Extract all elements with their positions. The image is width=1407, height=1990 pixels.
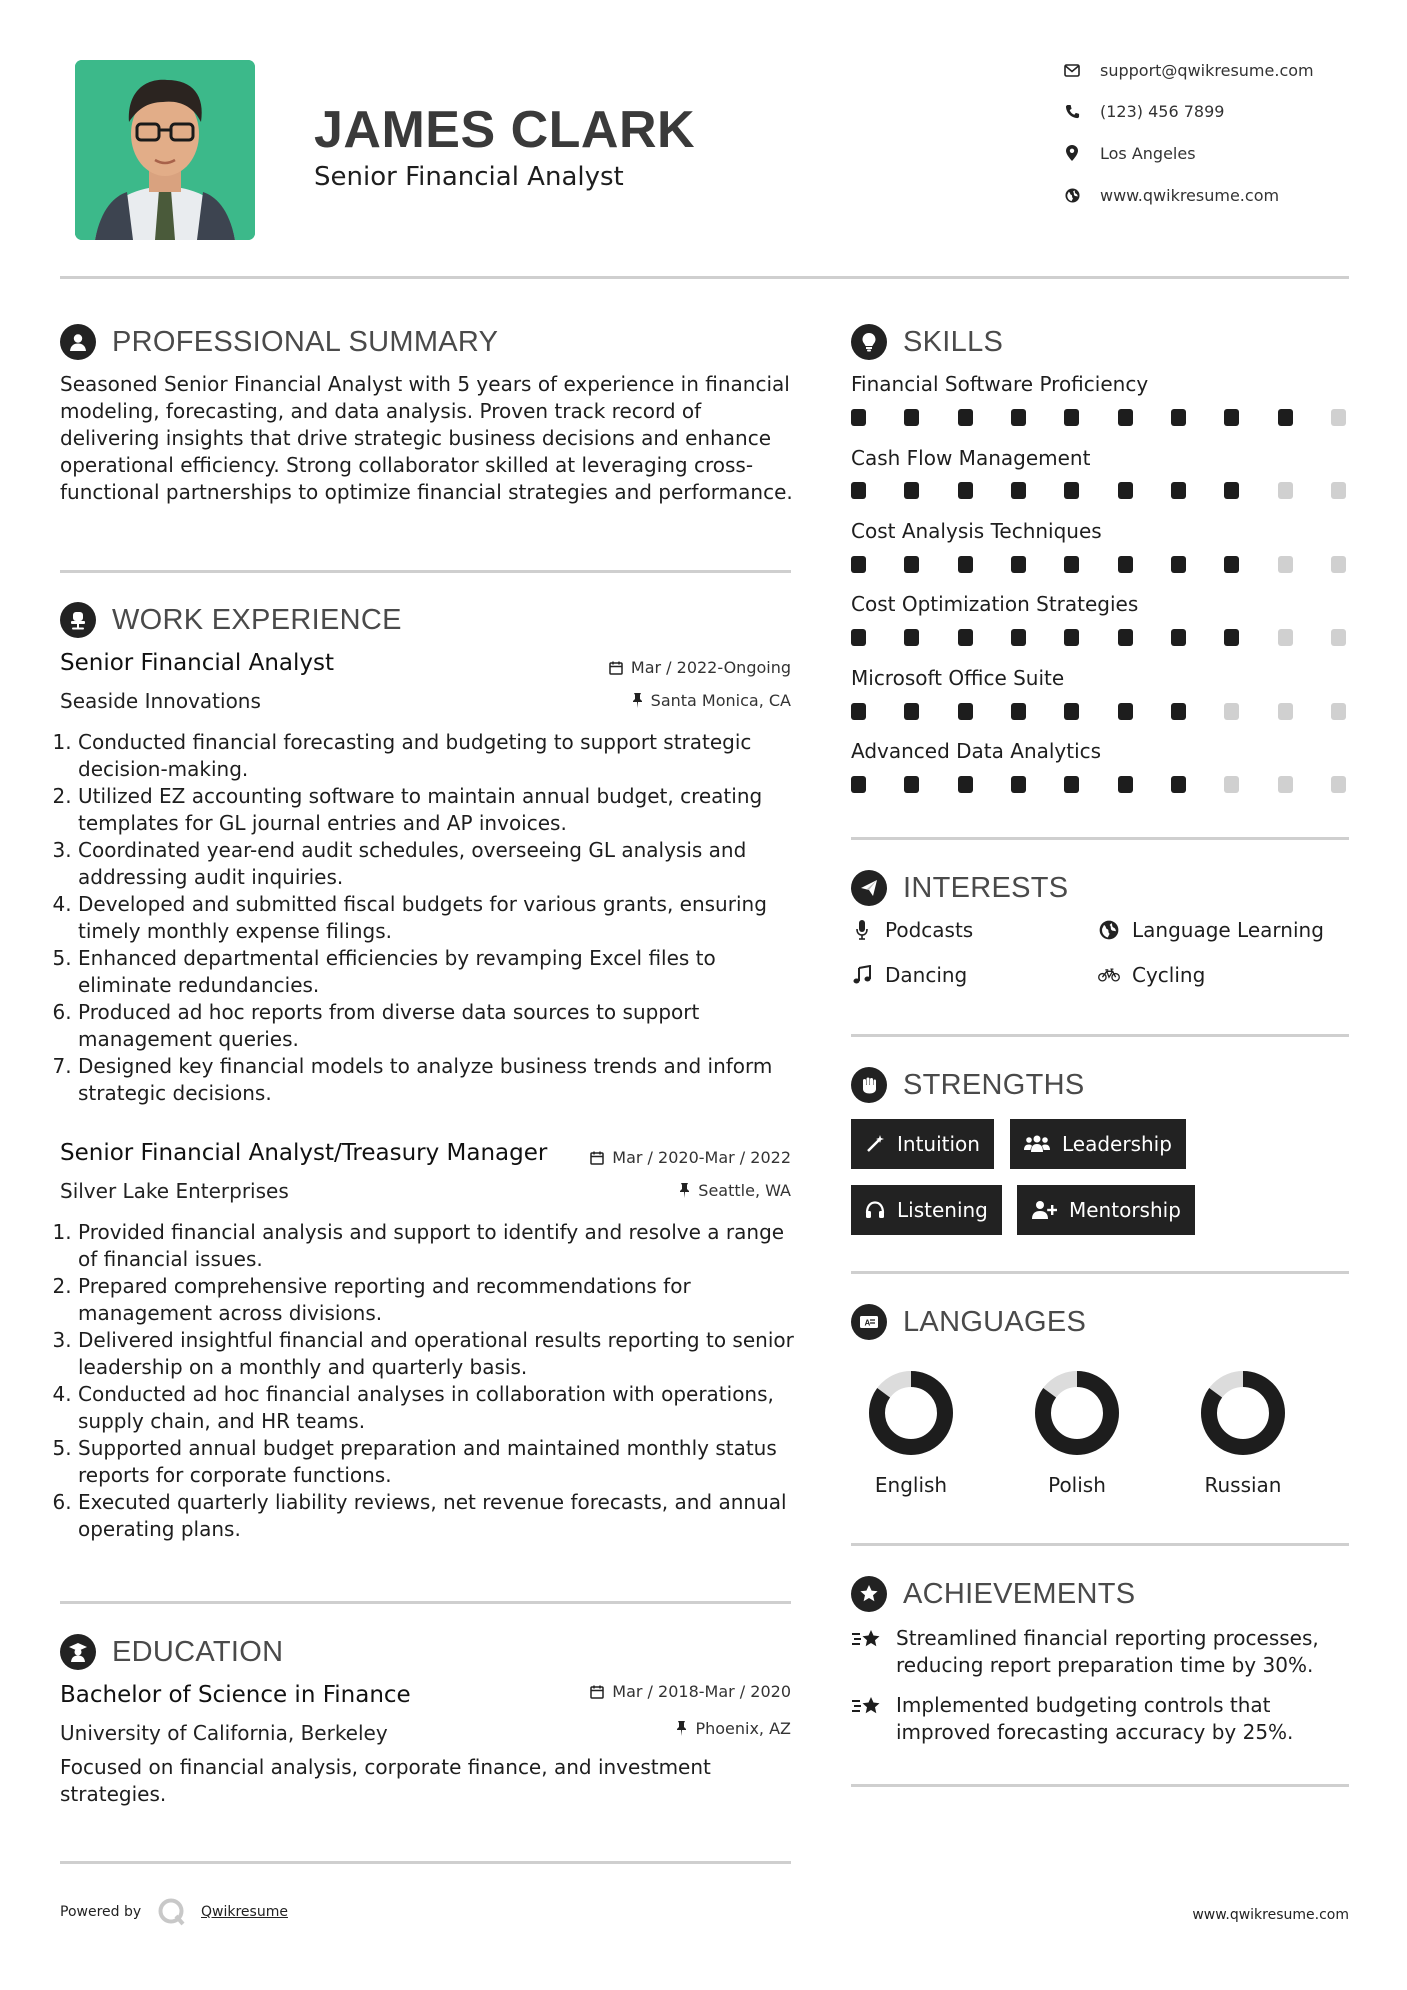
rating-dot-filled	[1011, 482, 1026, 499]
rating-dot-filled	[1118, 409, 1133, 426]
rating-dot-empty	[1278, 629, 1293, 646]
rating-dot-empty	[1331, 776, 1346, 793]
list-item: 7. Designed key financial models to analyze business trends and inform strategic decisions.	[78, 1053, 800, 1107]
list-item: 5. Supported annual budget preparation and maintained monthly status reports for corporate functions.	[78, 1435, 800, 1489]
qwikresume-link[interactable]: Qwikresume	[201, 1904, 288, 1920]
job-dates: Mar / 2020-Mar / 2022	[560, 1148, 791, 1167]
rating-dot-filled	[1064, 703, 1079, 720]
rating-dot-filled	[1118, 703, 1133, 720]
contact-phone[interactable]: (123) 456 7899	[1062, 99, 1352, 123]
strengths-heading: STRENGTHS	[851, 1067, 1085, 1103]
rating-dot-filled	[1064, 409, 1079, 426]
rating-dot-filled	[1011, 776, 1026, 793]
list-item: 5. Enhanced departmental efficiencies by revamping Excel files to eliminate redundancies.	[78, 945, 800, 999]
rating-dot-filled	[1171, 703, 1186, 720]
rating-dot-filled	[1278, 409, 1293, 426]
rating-dot-filled	[1064, 629, 1079, 646]
work-divider	[60, 1601, 791, 1604]
skill-name: Microsoft Office Suite	[851, 666, 1065, 690]
rating-dot-empty	[1278, 482, 1293, 499]
summary-heading: PROFESSIONAL SUMMARY	[60, 324, 498, 360]
rating-dot-filled	[904, 776, 919, 793]
degree-title: Bachelor of Science in Finance	[60, 1682, 411, 1708]
interest-dancing: Dancing	[851, 963, 967, 987]
rating-dot-empty	[1331, 629, 1346, 646]
job-location: Santa Monica, CA	[500, 691, 791, 710]
rating-dot-filled	[904, 482, 919, 499]
rating-dot-filled	[1011, 556, 1026, 573]
achievement-item: Streamlined financial reporting processes, reducing report preparation time by 30%.	[896, 1626, 1319, 1677]
rating-dot-filled	[1118, 556, 1133, 573]
job-bullets	[60, 729, 800, 1107]
briefcase-chair-icon	[60, 602, 96, 638]
skill-rating	[851, 776, 1346, 794]
svg-text:A: A	[864, 1318, 871, 1328]
rating-dot-filled	[1011, 409, 1026, 426]
paper-plane-icon	[851, 870, 887, 906]
footer-website-link[interactable]: www.qwikresume.com	[1192, 1907, 1349, 1923]
rating-dot-filled	[1171, 629, 1186, 646]
rating-dot-filled	[1118, 482, 1133, 499]
rating-dot-filled	[1011, 629, 1026, 646]
rating-dot-filled	[1011, 703, 1026, 720]
rating-dot-filled	[958, 556, 973, 573]
company-name: Silver Lake Enterprises	[60, 1179, 289, 1203]
candidate-name: JAMES CLARK	[314, 101, 696, 159]
company-name: Seaside Innovations	[60, 689, 261, 713]
summary-divider	[60, 570, 791, 573]
rating-dot-empty	[1331, 556, 1346, 573]
skill-name: Cost Optimization Strategies	[851, 592, 1139, 616]
rating-dot-filled	[958, 482, 973, 499]
skill-rating	[851, 703, 1346, 721]
rating-dot-empty	[1278, 776, 1293, 793]
rating-dot-filled	[958, 629, 973, 646]
candidate-role: Senior Financial Analyst	[314, 162, 624, 192]
rating-dot-filled	[904, 409, 919, 426]
headphones-icon	[865, 1200, 885, 1220]
phone-icon	[1062, 101, 1082, 121]
profile-photo	[75, 60, 255, 240]
header-divider	[60, 276, 1349, 279]
education-divider	[60, 1861, 791, 1864]
rating-dot-empty	[1331, 409, 1346, 426]
pushpin-icon	[676, 1721, 687, 1736]
pushpin-icon	[679, 1183, 690, 1198]
job-title: Senior Financial Analyst	[60, 650, 334, 676]
rating-dot-filled	[1224, 629, 1239, 646]
qwikresume-logo-icon	[157, 1897, 187, 1927]
music-note-icon	[851, 965, 873, 985]
language-ring	[1032, 1368, 1122, 1458]
interests-divider	[851, 1034, 1349, 1037]
languages-divider	[851, 1543, 1349, 1546]
bicycle-icon	[1098, 966, 1120, 984]
skills-divider	[851, 837, 1349, 840]
rating-dot-filled	[1064, 556, 1079, 573]
language-name: Russian	[1204, 1473, 1282, 1497]
lightbulb-icon	[851, 324, 887, 360]
envelope-icon	[1062, 60, 1082, 80]
rating-dot-filled	[1171, 482, 1186, 499]
education-location: Phoenix, AZ	[560, 1719, 791, 1738]
language-ring	[866, 1368, 956, 1458]
graduate-icon	[60, 1634, 96, 1670]
list-item: 4. Developed and submitted fiscal budgets for various grants, ensuring timely monthly expense filings.	[78, 891, 800, 945]
languages-heading: A LANGUAGES	[851, 1304, 1086, 1340]
language-ring	[1198, 1368, 1288, 1458]
rating-dot-filled	[1118, 629, 1133, 646]
list-item: 6. Produced ad hoc reports from diverse data sources to support management queries.	[78, 999, 800, 1053]
list-item: 2. Utilized EZ accounting software to maintain annual budget, creating templates for GL journal entries and AP invoices.	[78, 783, 800, 837]
skills-heading: SKILLS	[851, 324, 1003, 360]
skill-name: Advanced Data Analytics	[851, 739, 1102, 763]
list-item: 4. Conducted ad hoc financial analyses in collaboration with operations, supply chain, and HR teams.	[78, 1381, 800, 1435]
interests-heading: INTERESTS	[851, 870, 1068, 906]
skill-rating	[851, 629, 1346, 647]
list-item: 6. Executed quarterly liability reviews, net revenue forecasts, and annual operating plans.	[78, 1489, 800, 1543]
job-location: Seattle, WA	[560, 1181, 791, 1200]
location-pin-icon	[1062, 143, 1082, 163]
rating-dot-filled	[904, 703, 919, 720]
rating-dot-filled	[851, 629, 866, 646]
achievement-item: Implemented budgeting controls that improved forecasting accuracy by 25%.	[896, 1693, 1294, 1744]
skill-name: Cost Analysis Techniques	[851, 519, 1102, 543]
skill-name: Cash Flow Management	[851, 446, 1091, 470]
star-badge-icon	[851, 1576, 887, 1612]
rating-dot-filled	[851, 703, 866, 720]
strength-tag-mentorship: Mentorship	[1017, 1185, 1195, 1235]
translate-icon	[851, 1304, 887, 1340]
achievements-divider	[851, 1784, 1349, 1787]
rating-dot-filled	[1118, 776, 1133, 793]
skill-rating	[851, 482, 1346, 500]
globe-icon	[1098, 920, 1120, 940]
rating-dot-filled	[1171, 556, 1186, 573]
list-item: 1. Provided financial analysis and support to identify and resolve a range of financial issues.	[78, 1219, 800, 1273]
job-dates: Mar / 2022-Ongoing	[500, 658, 791, 677]
rating-dot-filled	[904, 556, 919, 573]
rating-dot-empty	[1331, 703, 1346, 720]
rating-dot-filled	[851, 776, 866, 793]
powered-by-label: Powered by	[60, 1904, 142, 1920]
globe-icon	[1062, 185, 1082, 205]
raised-fist-icon	[851, 1067, 887, 1103]
interest-podcasts: Podcasts	[851, 918, 973, 942]
job-bullets	[60, 1219, 800, 1543]
users-icon	[1024, 1134, 1050, 1154]
rating-dot-filled	[1171, 776, 1186, 793]
user-circle-icon	[60, 324, 96, 360]
magic-wand-icon	[865, 1134, 885, 1154]
pushpin-icon	[632, 693, 643, 708]
rating-dot-empty	[1224, 703, 1239, 720]
rating-dot-filled	[851, 556, 866, 573]
rating-dot-filled	[958, 703, 973, 720]
strength-tag-leadership: Leadership	[1010, 1119, 1186, 1169]
list-item: 1. Conducted financial forecasting and budgeting to support strategic decision-making.	[78, 729, 800, 783]
rating-dot-filled	[1064, 776, 1079, 793]
rating-dot-filled	[1171, 409, 1186, 426]
strength-tag-intuition: Intuition	[851, 1119, 994, 1169]
rating-dot-filled	[1224, 409, 1239, 426]
rating-dot-empty	[1224, 776, 1239, 793]
skill-name: Financial Software Proficiency	[851, 372, 1149, 396]
rating-dot-filled	[1064, 482, 1079, 499]
strength-tag-listening: Listening	[851, 1185, 1002, 1235]
calendar-icon	[590, 1685, 604, 1699]
achievements-heading: ACHIEVEMENTS	[851, 1576, 1135, 1612]
rating-dot-filled	[851, 482, 866, 499]
contact-location: Los Angeles	[1062, 141, 1352, 165]
rating-dot-filled	[958, 776, 973, 793]
rating-dot-empty	[1278, 703, 1293, 720]
rating-dot-filled	[958, 409, 973, 426]
education-heading: EDUCATION	[60, 1634, 283, 1670]
contact-email[interactable]: support@qwikresume.com	[1062, 58, 1352, 82]
rating-dot-empty	[1331, 482, 1346, 499]
list-item: 3. Coordinated year-end audit schedules, overseeing GL analysis and addressing audit inquiries.	[78, 837, 800, 891]
education-dates: Mar / 2018-Mar / 2020	[560, 1682, 791, 1701]
summary-text: Seasoned Senior Financial Analyst with 5 years of experience in financial modeling, forecasting, and data analysis. Proven track record of delivering insights that drive strategic business decisions and enhance operational efficiency. Strong collaborator skilled at leveraging cross-functional partnerships to optimize financial strategies and performance.	[60, 372, 793, 504]
microphone-icon	[851, 920, 873, 940]
contact-website[interactable]: www.qwikresume.com	[1062, 183, 1352, 207]
calendar-icon	[609, 661, 623, 675]
rating-dot-filled	[904, 629, 919, 646]
skill-rating	[851, 409, 1346, 427]
calendar-icon	[590, 1151, 604, 1165]
skill-rating	[851, 556, 1346, 574]
user-plus-icon	[1031, 1200, 1057, 1220]
work-heading: WORK EXPERIENCE	[60, 602, 402, 638]
language-name: English	[874, 1473, 948, 1497]
list-item: 2. Prepared comprehensive reporting and recommendations for management across divisions.	[78, 1273, 800, 1327]
list-item: 3. Delivered insightful financial and operational results reporting to senior leadership on a monthly and quarterly basis.	[78, 1327, 800, 1381]
rating-dot-filled	[851, 409, 866, 426]
rating-dot-filled	[1224, 482, 1239, 499]
rating-dot-filled	[1224, 556, 1239, 573]
shooting-star-icon	[851, 1693, 883, 1723]
rating-dot-empty	[1278, 556, 1293, 573]
school-name: University of California, Berkeley	[60, 1721, 388, 1745]
interest-language-learning: Language Learning	[1098, 918, 1324, 942]
interest-cycling: Cycling	[1098, 963, 1205, 987]
strengths-divider	[851, 1271, 1349, 1274]
language-name: Polish	[1048, 1473, 1106, 1497]
education-description: Focused on financial analysis, corporate finance, and investment strategies.	[60, 1755, 711, 1806]
job-title: Senior Financial Analyst/Treasury Manager	[60, 1140, 548, 1166]
shooting-star-icon	[851, 1626, 883, 1656]
